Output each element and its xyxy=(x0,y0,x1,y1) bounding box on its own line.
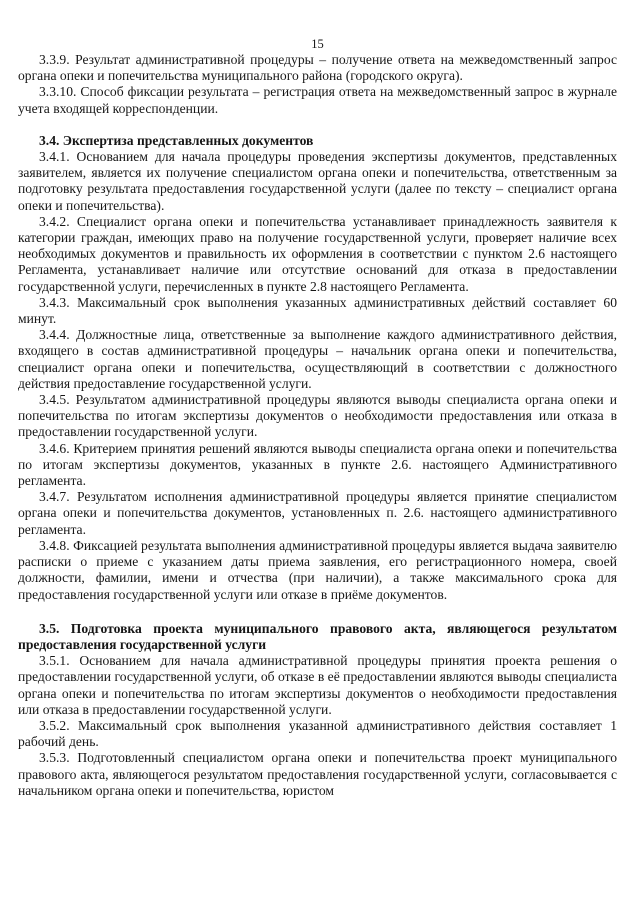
paragraph-3-4-6: 3.4.6. Критерием принятия решений являются выводы специалиста органа опеки и попечительства по итогам экспертизы документов, указанных в пункте 2.6. настоящего Административного регламента. xyxy=(18,440,617,489)
paragraph-3-4-7: 3.4.7. Результатом исполнения административной процедуры является принятие специалистом органа опеки и попечительства документов, установленных п. 2.6. настоящего административного регламента. xyxy=(18,489,617,537)
paragraph-3-5-2: 3.5.2. Максимальный срок выполнения указанной административного действия составляет 1 рабочий день. xyxy=(18,717,617,750)
page-number: 15 xyxy=(311,37,324,51)
paragraph-3-4-5: 3.4.5. Результатом административной процедуры являются выводы специалиста органа опеки и попечительства по итогам экспертизы документов о необходимости предоставления или отказа в предоставлении государственной услуги. xyxy=(18,392,617,440)
paragraph-3-4-4: 3.4.4. Должностные лица, ответственные за выполнение каждого административного действия, входящего в состав административной процедуры – начальник органа опеки и попечительства, специалист органа опеки и попечительства, осуществляющий в соответствии с должностного действия предоставление государственной услуги. xyxy=(18,327,617,391)
section-heading-3-4: 3.4. Экспертиза представленных документов xyxy=(39,132,314,148)
section-heading-3-5: 3.5. Подготовка проекта муниципального правового акта, являющегося результатом предоставления государственной услуги xyxy=(18,620,617,652)
paragraph-3-4-2: 3.4.2. Специалист органа опеки и попечительства устанавливает принадлежность заявителя к категории граждан, имеющих право на получение государственной услуги, проверяет наличие всех необходимых документов и правильность их оформления в соответствии с пунктом 2.6 настоящего Регламента, устанавливает наличие или отсутствие оснований для отказа в предоставлении государственной услуги, перечисленных в пункте 2.8 настоящего Регламента. xyxy=(18,213,617,294)
paragraph-3-4-8: 3.4.8. Фиксацией результата выполнения административной процедуры является выдача заявителю расписки о приеме с указанием даты приема заявления, его регистрационного номера, своей должности, фамилии, имени и отчества (при наличии), а также максимального срока для предоставления государственной услуги или отказе в приёме документов. xyxy=(18,537,617,602)
paragraph-3-4-1: 3.4.1. Основанием для начала процедуры проведения экспертизы документов, представленных заявителем, является их получение специалистом органа опеки и попечительства, ответственным за подготовку результата предоставления государственной услуги (далее по тексту – специалист органа опеки и попечительства). xyxy=(18,149,617,213)
paragraph-3-4-3: 3.4.3. Максимальный срок выполнения указанных административных действий составляет 60 минут. xyxy=(18,294,617,327)
paragraph-3-3-9: 3.3.9. Результат административной процедуры – получение ответа на межведомственный запрос органа опеки и попечительства муниципального района (городского округа). xyxy=(18,52,617,84)
paragraph-3-5-3: 3.5.3. Подготовленный специалистом органа опеки и попечительства проект муниципального правового акта, являющегося результатом предоставления государственной услуги, согласовывается с начальником органа опеки и попечительства, юристом xyxy=(18,750,617,798)
paragraph-3-3-10: 3.3.10. Способ фиксации результата – регистрация ответа на межведомственный запрос в журнале учета входящей корреспонденции. xyxy=(18,84,617,116)
paragraph-3-5-1: 3.5.1. Основанием для начала административной процедуры принятия проекта решения о предоставлении государственной услуги, об отказе в её предоставлении являются выводы специалиста органа опеки и попечительства по итогам экспертизы документов о необходимости предоставления или отказа в предоставлении государственной услуги. xyxy=(18,653,617,717)
